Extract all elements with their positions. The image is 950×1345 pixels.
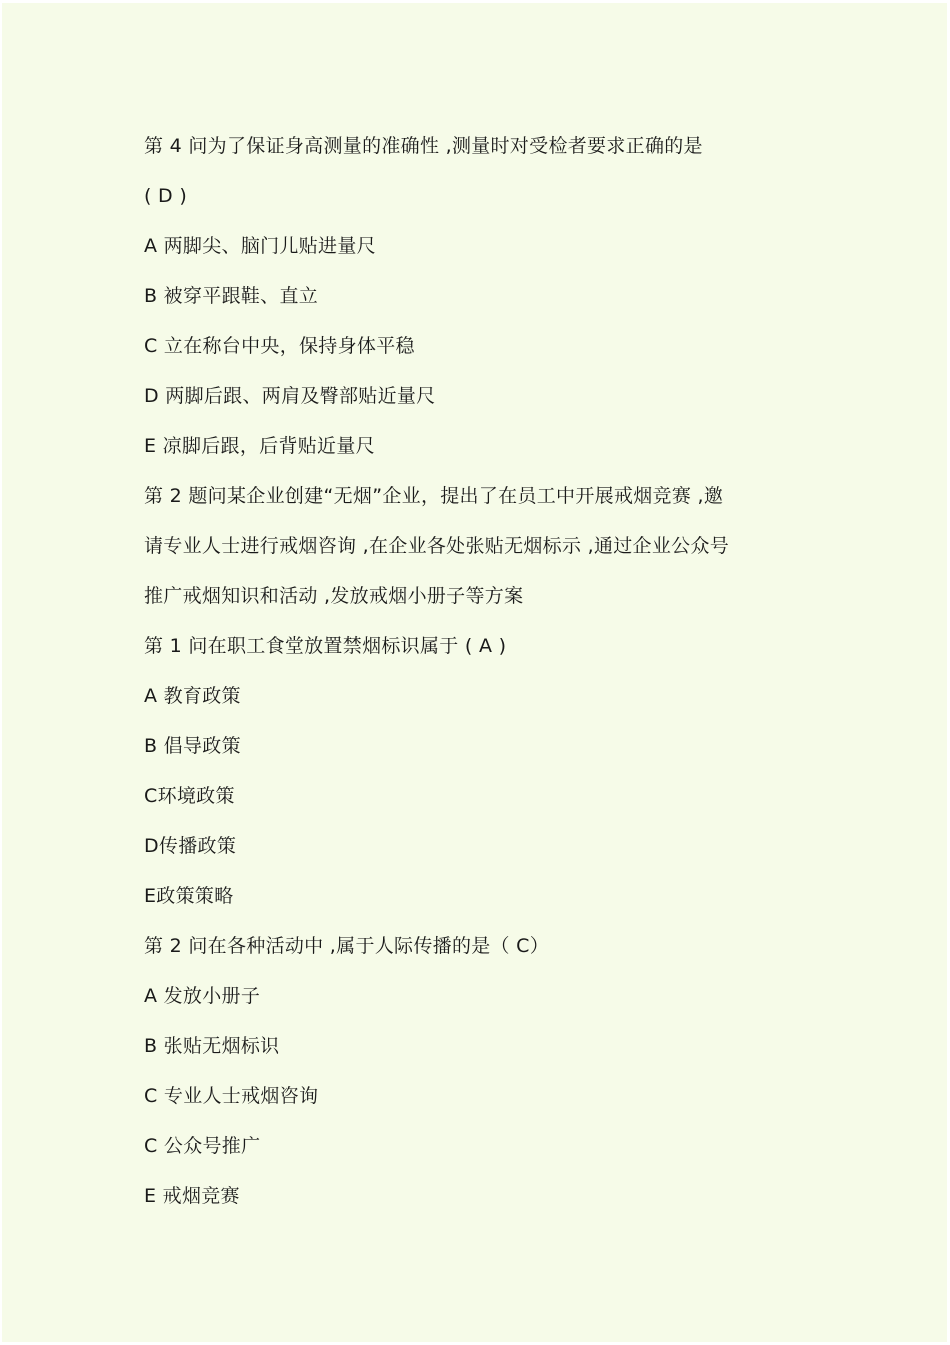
case-2-q2-option-c-duplicate: C 公众号推广 (144, 1135, 261, 1157)
case-2-q1-option-e: E政策策略 (144, 885, 234, 907)
question-4-stem: 第 4 问为了保证身高测量的准确性 ,测量时对受检者要求正确的是 (144, 135, 703, 157)
case-2-q1-stem: 第 1 问在职工食堂放置禁烟标识属于 ( A ) (144, 635, 507, 657)
case-2-q1-option-b: B 倡导政策 (144, 735, 241, 757)
case-2-q2-option-c: C 专业人士戒烟咨询 (144, 1085, 319, 1107)
case-2-intro-line-1: 第 2 题问某企业创建“无烟”企业，提出了在员工中开展戒烟竞赛 ,邀 (144, 485, 724, 507)
case-2-intro-line-2: 请专业人士进行戒烟咨询 ,在企业各处张贴无烟标示 ,通过企业公众号 (144, 535, 730, 557)
document-content (144, 129, 824, 1229)
case-2-q2-option-a: A 发放小册子 (144, 985, 261, 1007)
case-2-q2-stem: 第 2 问在各种活动中 ,属于人际传播的是（ C） (144, 935, 550, 957)
case-2-q1-option-c: C环境政策 (144, 785, 235, 807)
question-4-option-b: B 被穿平跟鞋、直立 (144, 285, 319, 307)
case-2-q1-option-a: A 教育政策 (144, 685, 241, 707)
question-4-answer: ( D ) (144, 185, 188, 207)
case-2-q1-option-d: D传播政策 (144, 835, 237, 857)
case-2-q2-option-e: E 戒烟竞赛 (144, 1185, 240, 1207)
question-4-option-e: E 凉脚后跟，后背贴近量尺 (144, 435, 375, 457)
document-page (2, 3, 947, 1342)
question-4-option-d: D 两脚后跟、两肩及臀部贴近量尺 (144, 385, 436, 407)
case-2-intro-line-3: 推广戒烟知识和活动 ,发放戒烟小册子等方案 (144, 585, 524, 607)
question-4-option-c: C 立在称台中央，保持身体平稳 (144, 335, 415, 357)
case-2-q2-option-b: B 张贴无烟标识 (144, 1035, 280, 1057)
question-4-option-a: A 两脚尖、脑门儿贴进量尺 (144, 235, 376, 257)
